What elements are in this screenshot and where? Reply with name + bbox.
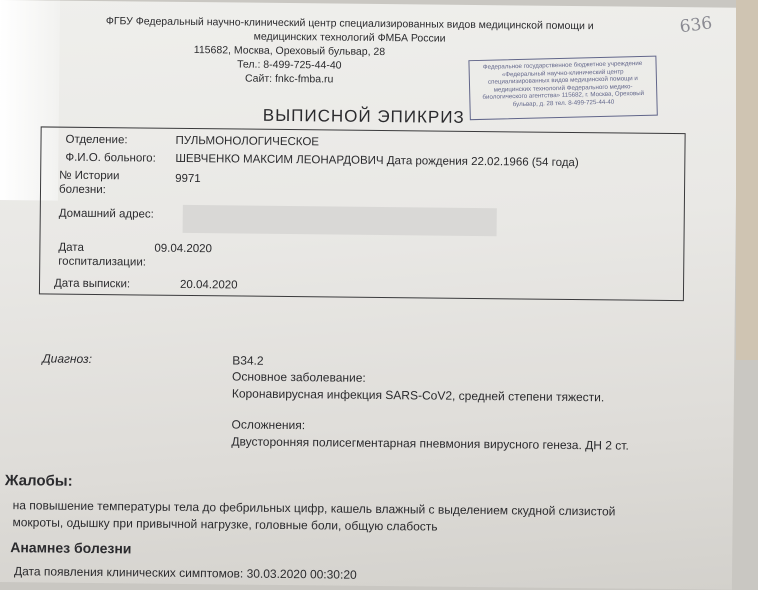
main-disease-text: Коронавирусная инфекция SARS-CoV2, средней степени тяжести.: [231, 386, 605, 405]
header-phone: Тел.: 8-499-725-44-40: [237, 58, 342, 72]
main-disease-label: Основное заболевание:: [231, 369, 366, 385]
complications-label: Осложнения:: [231, 417, 306, 433]
diagnosis-label: Диагноз:: [42, 351, 93, 366]
patient-name-label: Ф.И.О. больного:: [65, 151, 156, 165]
patient-info-box: [39, 126, 686, 301]
admission-date: 09.04.2020: [154, 242, 213, 256]
header-address: 115682, Москва, Ореховый бульвар, 28: [193, 44, 386, 59]
complaints-heading: Жалобы:: [4, 472, 73, 490]
patient-name-value: ШЕВЧЕНКО МАКСИМ ЛЕОНАРДОВИЧ Дата рождения 22.02.1966 (54 года): [175, 152, 579, 170]
department-label: Отделение:: [65, 133, 128, 147]
complaints-line-1: на повышение температуры тела до фебрильных цифр, кашель влажный с выделением скудной слизистой: [12, 498, 616, 519]
complaints-line-2: мокроты, одышку при привычной нагрузке, головные боли, общую слабость: [12, 515, 438, 534]
header-website: Сайт: fnkc-fmba.ru: [244, 72, 334, 86]
history-number: 9971: [175, 172, 201, 186]
address-redaction: [183, 205, 497, 236]
address-label: Домашний адрес:: [58, 207, 154, 221]
background-surface: [736, 0, 758, 360]
admission-label-2: госпитализации:: [58, 255, 147, 269]
document-title: ВЫПИСНОЙ ЭПИКРИЗ: [262, 105, 465, 127]
admission-label: Дата: [58, 241, 84, 254]
complications-text: Двусторонняя полисегментарная пневмония вирусного генеза. ДН 2 ст.: [231, 434, 629, 453]
handwritten-note: 636: [678, 13, 714, 38]
header-organization: ФГБУ Федеральный научно-клинический центр специализированных видов медицинской помощи и: [105, 15, 594, 33]
discharge-label: Дата выписки:: [53, 277, 131, 291]
discharge-date: 20.04.2020: [179, 278, 238, 292]
department-value: ПУЛЬМОНОЛОГИЧЕСКОЕ: [175, 134, 320, 149]
anamnesis-line-1: Дата появления клинических симптомов: 30.03.2020 00:30:20: [13, 564, 357, 582]
history-label-2: болезни:: [58, 183, 106, 197]
diagnosis-code: B34.2: [232, 353, 264, 368]
anamnesis-heading: Анамнез болезни: [10, 539, 132, 557]
header-organization-2: медицинских технологий ФМБА России: [253, 30, 446, 45]
history-label: № Истории: [59, 169, 120, 183]
official-stamp: Федеральное государственное бюджетное учреждение «Федеральный научно-клинический центр специализированных видов медицинской помощи и медицинских технологий Федерального медико-биологического агентства» 115682, г. Москва, Ореховый бульвар, д. 28 тел. 8-499-725-44-40: [468, 56, 657, 121]
